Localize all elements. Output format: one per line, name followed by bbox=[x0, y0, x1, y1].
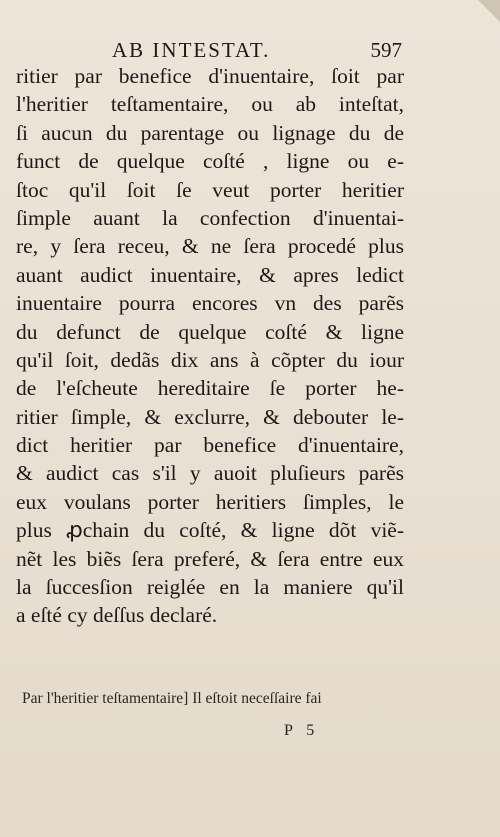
marginal-note: Par l'heritier teſtamentaire] Il eſtoit neceſſaire fai bbox=[22, 690, 322, 707]
text-line: a eſté cy deſſus declaré. bbox=[16, 603, 218, 628]
text-line: ſimple auant la confection d'inuentai- bbox=[16, 205, 404, 230]
text-line: ritier ſimple, & exclurre, & debouter le- bbox=[16, 404, 404, 429]
text-line: inuentaire pourra encores vn des parẽs bbox=[16, 291, 404, 316]
text-line: & audict cas s'il y auoit pluſieurs parẽs bbox=[16, 461, 404, 486]
body-text bbox=[16, 62, 404, 630]
text-line: du defunct de quelque coſté & ligne bbox=[16, 319, 404, 344]
text-line: ſtoc qu'il ſoit ſe veut porter heritier bbox=[16, 177, 404, 202]
signature-mark: P 5 bbox=[284, 722, 320, 739]
text-line: de l'eſcheute hereditaire ſe porter he- bbox=[16, 376, 404, 401]
text-line: l'heritier teſtamentaire, ou ab inteſtat, bbox=[16, 92, 404, 117]
text-line: auant audict inuentaire, & apres ledict bbox=[16, 262, 404, 287]
text-line: ſi aucun du parentage ou lignage du de bbox=[16, 120, 404, 145]
folded-corner bbox=[478, 0, 500, 22]
text-line: plus ꝓchain du coſté, & ligne dõt viẽ- bbox=[16, 518, 404, 543]
text-line: qu'il ſoit, dedãs dix ans à cõpter du iour bbox=[16, 347, 404, 372]
text-line: funct de quelque coſté , ligne ou e- bbox=[16, 149, 404, 174]
text-line: nẽt les biẽs ſera preferé, & ſera entre eux bbox=[16, 546, 404, 571]
page-number: 597 bbox=[370, 38, 402, 62]
text-line: la ſuccesſion reiglée en la maniere qu'il bbox=[16, 575, 404, 600]
running-head-title: AB INTESTAT. bbox=[112, 38, 271, 62]
text-line: dict heritier par benefice d'inuentaire, bbox=[16, 433, 404, 458]
text-line: ritier par benefice d'inuentaire, ſoit par bbox=[16, 64, 404, 88]
text-line: re, y ſera receu, & ne ſera procedé plus bbox=[16, 234, 404, 259]
text-line: eux voulans porter heritiers ſimples, le bbox=[16, 489, 404, 514]
